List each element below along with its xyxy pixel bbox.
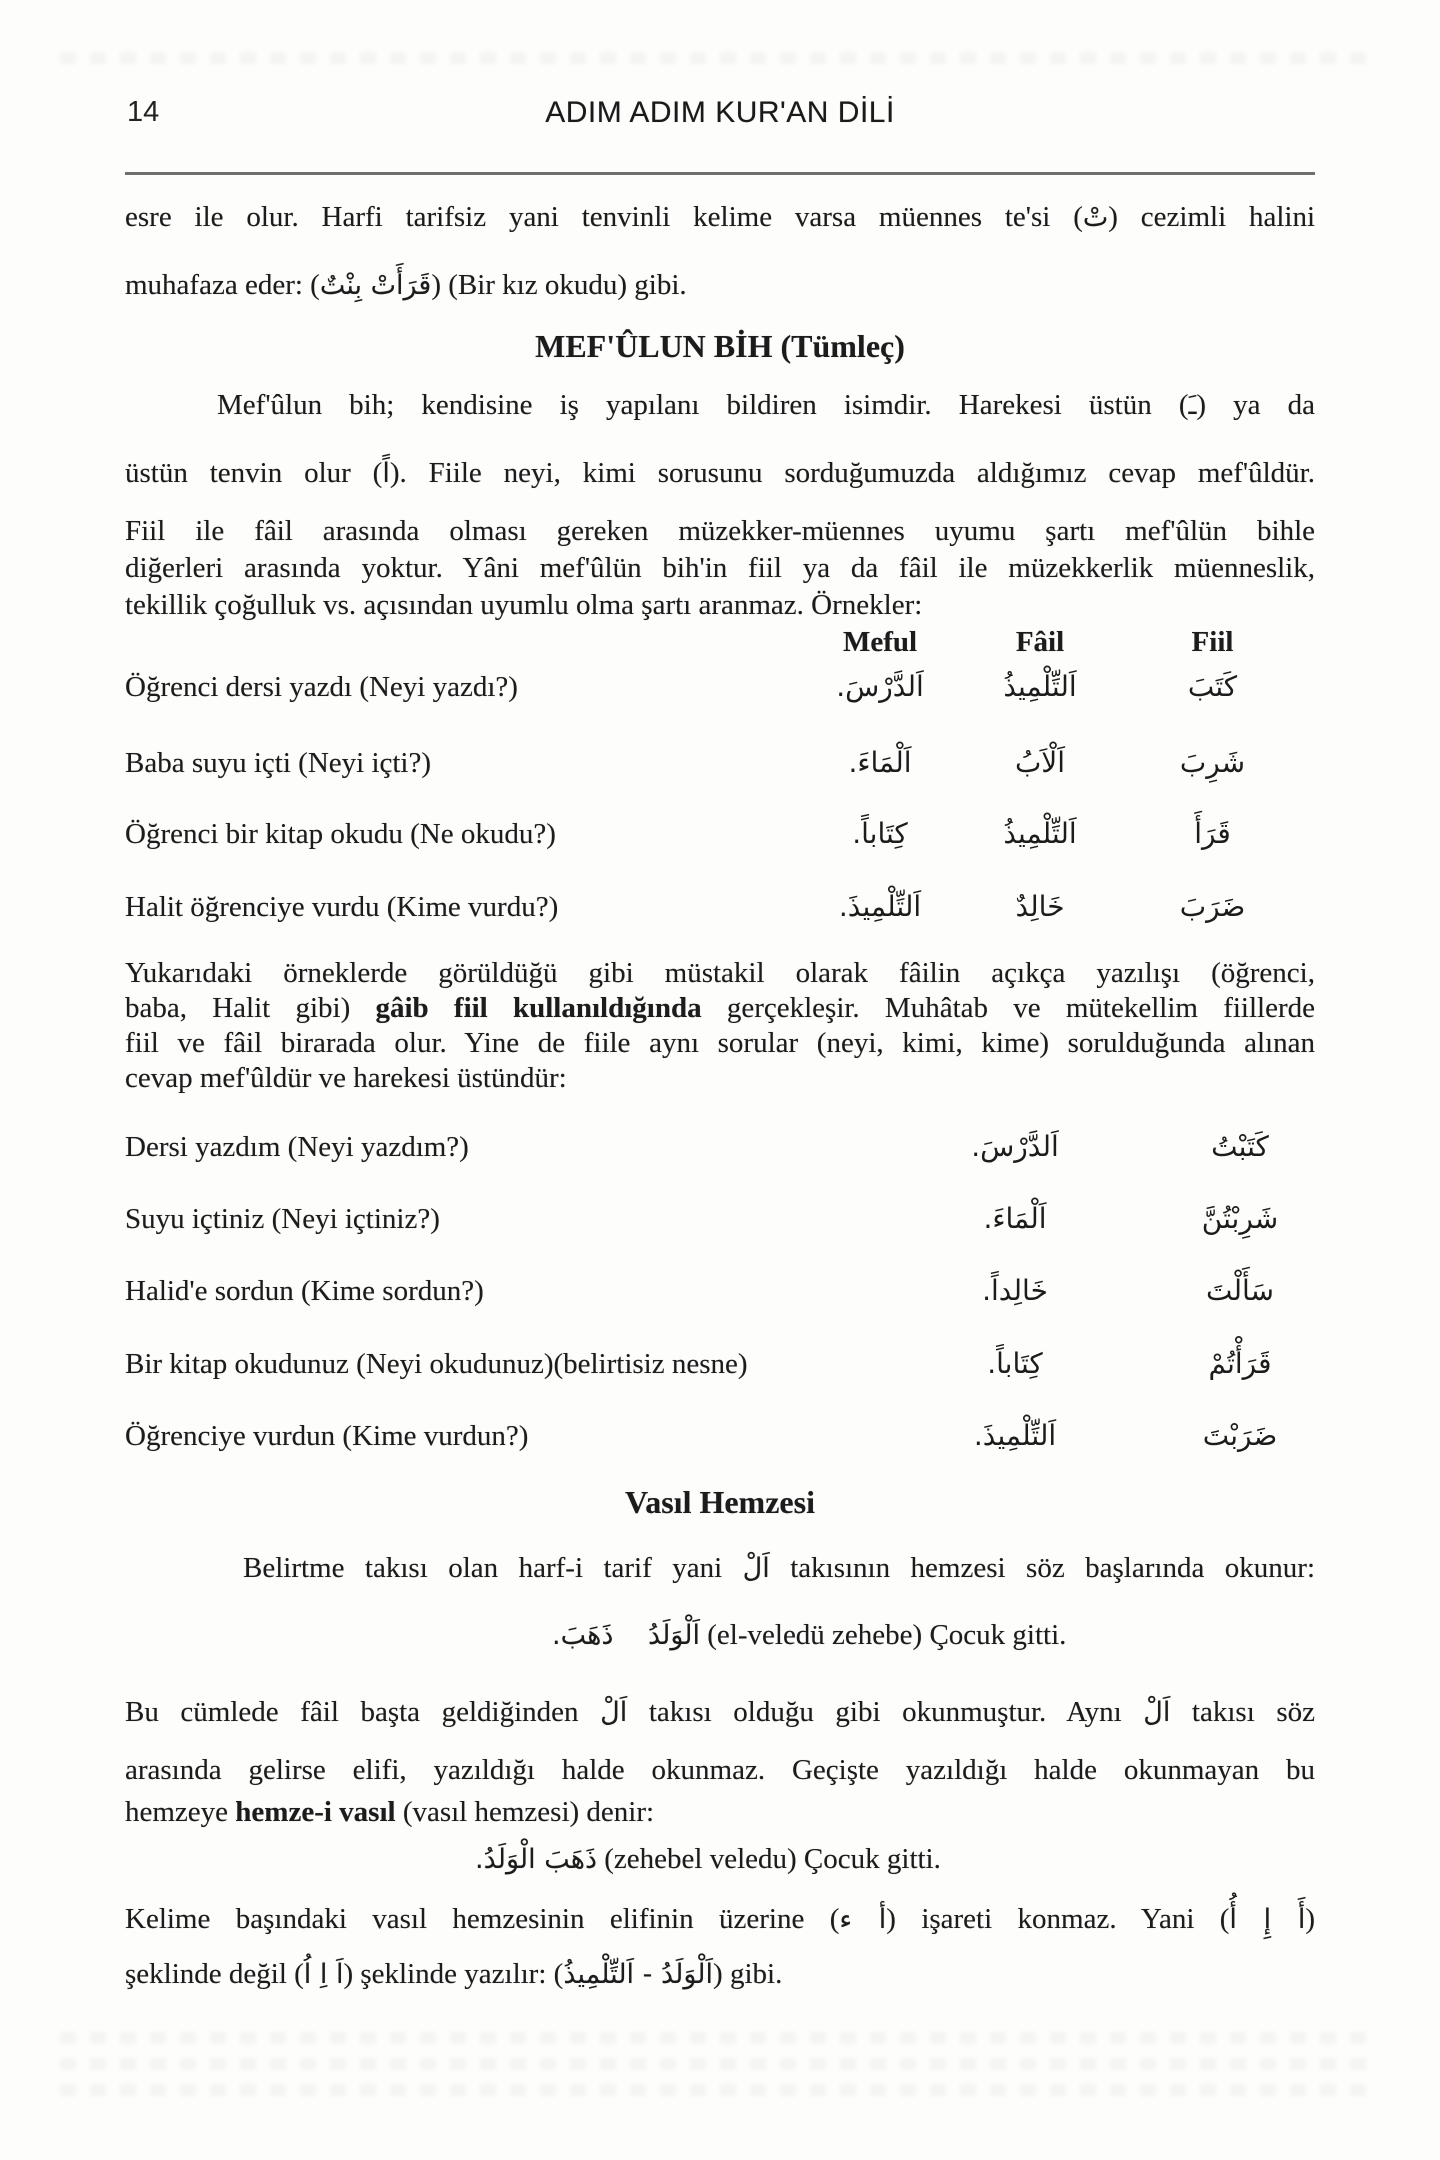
mefulun-para3-line1 [125, 954, 1315, 992]
row-description: Öğrenciye vurdun (Kime vurdun?) [125, 1420, 529, 1452]
row-description: Halit öğrenciye vurdu (Kime vurdu?) [125, 891, 559, 923]
mefulun-para2-line2: diğerleri arasında yoktur. Yâni mef'ûlün bih'in fiil ya da fâil ile müzekkerlik müenneslik, [125, 552, 1315, 584]
row-description: Bir kitap okudunuz (Neyi okudunuz)(belirtisiz nesne) [125, 1348, 748, 1380]
table-header-meful: Meful [842, 626, 918, 658]
section-title-mefulun-bih: MEF'ÛLUN BİH (Tümleç) [535, 328, 905, 364]
list-item [125, 1196, 1315, 1242]
mefulun-para1-line2 [125, 454, 1315, 493]
table-row [125, 740, 1315, 786]
row-fiil-arabic: كَتَبَ [1187, 670, 1238, 703]
text-segment: ) işareti konmaz. Yani ( [886, 1903, 1230, 1935]
scan-bleed-through [60, 2058, 1380, 2070]
table-row [125, 884, 1315, 930]
row-meful-arabic: اَلدَّرْسَ. [971, 1130, 1059, 1163]
text-segment: Bu cümlede fâil başta geldiğinden [125, 1696, 601, 1728]
scan-bleed-through [60, 52, 1380, 64]
mefulun-para3-line2 [125, 989, 1315, 1027]
text-segment: ) [1305, 1903, 1316, 1935]
header-rule [125, 172, 1315, 175]
text-segment: hemzeye [125, 1796, 236, 1828]
text-segment: (vasıl hemzesi) denir: [395, 1796, 655, 1828]
row-fiil-arabic: سَأَلْتَ [1205, 1274, 1275, 1307]
row-description: Halid'e sordun (Kime sordun?) [125, 1275, 484, 1307]
mefulun-para3-line3 [125, 1024, 1315, 1062]
text-segment: takısı söz [1170, 1696, 1315, 1728]
vasil-example-1 [552, 1616, 1066, 1655]
mefulun-para1-line1 [125, 386, 1315, 425]
arabic-text-segment: قَرَأَتْ بِنْتٌ [319, 270, 432, 301]
vasil-para2-line1 [125, 1900, 1315, 1939]
row-fiil-arabic: قَرَأَ [1194, 817, 1231, 850]
arabic-text-segment: أ ء [839, 1904, 887, 1935]
row-description: Dersi yazdım (Neyi yazdım?) [125, 1131, 469, 1163]
row-meful-arabic: اَلْمَاءَ. [848, 746, 912, 779]
text-segment: (el-veledü zehebe) Çocuk gitti. [700, 1619, 1067, 1651]
text-segment: gâib fiil kullanıldığında [375, 992, 702, 1024]
list-item [125, 1413, 1315, 1459]
row-description: Baba suyu içti (Neyi içti?) [125, 747, 432, 779]
row-description: Öğrenci bir kitap okudu (Ne okudu?) [125, 818, 556, 850]
arabic-text-segment: اَلْوَلَدُ ذَهَبَ. [552, 1620, 701, 1651]
row-fail-arabic: اَلتِّلْمِيذُ [1003, 817, 1077, 850]
list-item [125, 1124, 1315, 1170]
vasil-para-line1 [125, 1693, 1315, 1732]
row-fiil-arabic: ضَرَبَ [1179, 890, 1246, 923]
text-segment: Kelime başındaki vasıl hemzesinin elifinin üzerine ( [125, 1903, 840, 1935]
row-description: Öğrenci dersi yazdı (Neyi yazdı?) [125, 671, 518, 703]
text-segment: Belirtme takısı olan harf-i tarif yani [243, 1552, 743, 1584]
vasil-para-line2 [125, 1751, 1315, 1789]
intro-line-2 [125, 266, 1315, 305]
list-item [125, 1341, 1315, 1387]
arabic-text-segment: اَ اِ اُ [303, 1959, 344, 1990]
text-segment: ) cezimli halini [1108, 201, 1316, 233]
list-item [125, 1268, 1315, 1314]
row-fiil-arabic: قَرَأْتُمْ [1208, 1347, 1272, 1380]
text-segment: cevap mef'ûldür ve harekesi üstündür: [125, 1062, 567, 1094]
table-header-fiil: Fiil [1191, 626, 1234, 658]
vasil-para2-line2 [125, 1955, 1315, 1994]
section-title-vasil-hemzesi: Vasıl Hemzesi [625, 1484, 815, 1520]
arabic-text-segment: اَلْوَلَدُ - اَلتِّلْمِيذُ [563, 1959, 714, 1990]
text-segment: esre ile olur. Harfi tarifsiz yani tenvinli kelime varsa müennes te'si ( [125, 201, 1083, 233]
row-fiil-arabic: شَرِبْتُنَّ [1201, 1202, 1279, 1235]
text-segment: şeklinde değil ( [125, 1958, 304, 1990]
row-fail-arabic: اَلْاَبُ [1014, 746, 1066, 779]
text-segment: baba, Halit gibi) [125, 992, 376, 1024]
page-header-title: ADIM ADIM KUR'AN DİLİ [545, 96, 895, 129]
text-segment: arasında gelirse elifi, yazıldığı halde okunmaz. Geçişte yazıldığı halde okunmayan bu [125, 1754, 1315, 1786]
vasil-para-line3 [125, 1793, 1315, 1831]
mefulun-para3-line4 [125, 1059, 1315, 1097]
row-meful-arabic: اَلتِّلْمِيذَ. [973, 1419, 1057, 1452]
text-segment: ) ya da [1196, 389, 1315, 421]
table-row [125, 664, 1315, 710]
row-fiil-arabic: كَتَبْتُ [1211, 1130, 1269, 1163]
mefulun-para2-line1: Fiil ile fâil arasında olması gereken müzekker-müennes uyumu şartı mef'ûlün bihle [125, 515, 1315, 547]
row-meful-arabic: اَلْمَاءَ. [983, 1202, 1047, 1235]
row-fiil-arabic: شَرِبَ [1179, 746, 1246, 779]
text-segment: fiil ve fâil birarada olur. Yine de fiile aynı sorular (neyi, kimi, kime) sorulduğunda alınan [125, 1027, 1315, 1059]
text-segment: hemze-i vasıl [235, 1796, 396, 1828]
arabic-text-segment: اً [382, 458, 390, 489]
scan-bleed-through [60, 2032, 1380, 2044]
text-segment: üstün tenvin olur ( [125, 457, 383, 489]
page-number: 14 [127, 96, 160, 128]
text-segment: gerçekleşir. Muhâtab ve mütekellim fiillerde [701, 992, 1315, 1024]
text-segment: ) gibi. [713, 1958, 783, 1990]
text-segment: Yukarıdaki örneklerde görüldüğü gibi müstakil olarak fâilin açıkça yazılışı (öğrenci, [125, 957, 1315, 989]
row-fail-arabic: اَلتِّلْمِيذُ [1003, 670, 1077, 703]
text-segment: ) (Bir kız okudu) gibi. [431, 269, 687, 301]
mefulun-para2-line3: tekillik çoğulluk vs. açısından uyumlu olma şartı aranmaz. Örnekler: [125, 589, 923, 621]
arabic-text-segment: اَلْ [1143, 1697, 1171, 1728]
table-header-fail: Fâil [1015, 626, 1065, 658]
arabic-text-segment: ذَهَبَ الْوَلَدُ. [475, 1844, 598, 1875]
arabic-text-segment: ـَ [1188, 390, 1197, 421]
row-meful-arabic: خَالِداً. [982, 1274, 1048, 1307]
example-table-header-row [125, 626, 1315, 659]
text-segment: (zehebel veledu) Çocuk gitti. [597, 1843, 941, 1875]
text-segment: Mef'ûlun bih; kendisine iş yapılanı bildiren isimdir. Harekesi üstün ( [217, 389, 1189, 421]
row-meful-arabic: اَلتِّلْمِيذَ. [838, 890, 922, 923]
intro-line-1 [125, 198, 1315, 237]
table-row [125, 811, 1315, 857]
vasil-intro-line [125, 1549, 1315, 1588]
scan-bleed-through [60, 2084, 1380, 2096]
row-meful-arabic: اَلدَّرْسَ. [836, 670, 924, 703]
arabic-text-segment: اَلْ [742, 1553, 770, 1584]
arabic-text-segment: تْ [1082, 202, 1109, 233]
text-segment: ). Fiile neyi, kimi sorusunu sorduğumuzda aldığımız cevap mef'ûldür. [389, 457, 1315, 489]
row-description: Suyu içtiniz (Neyi içtiniz?) [125, 1203, 440, 1235]
row-meful-arabic: كِتَاباً. [987, 1347, 1043, 1380]
arabic-text-segment: اَلْ [600, 1697, 628, 1728]
row-meful-arabic: كِتَاباً. [852, 817, 908, 850]
text-segment: takısının hemzesi söz başlarında okunur: [769, 1552, 1315, 1584]
text-segment: muhafaza eder: ( [125, 269, 320, 301]
row-fail-arabic: خَالِدٌ [1015, 890, 1065, 923]
text-segment: ) şeklinde yazılır: ( [343, 1958, 564, 1990]
vasil-example-2 [475, 1840, 941, 1879]
row-fiil-arabic: ضَرَبْتَ [1202, 1419, 1278, 1452]
arabic-text-segment: أَ إِ أُ [1229, 1904, 1306, 1935]
text-segment: takısı olduğu gibi okunmuştur. Aynı [627, 1696, 1144, 1728]
